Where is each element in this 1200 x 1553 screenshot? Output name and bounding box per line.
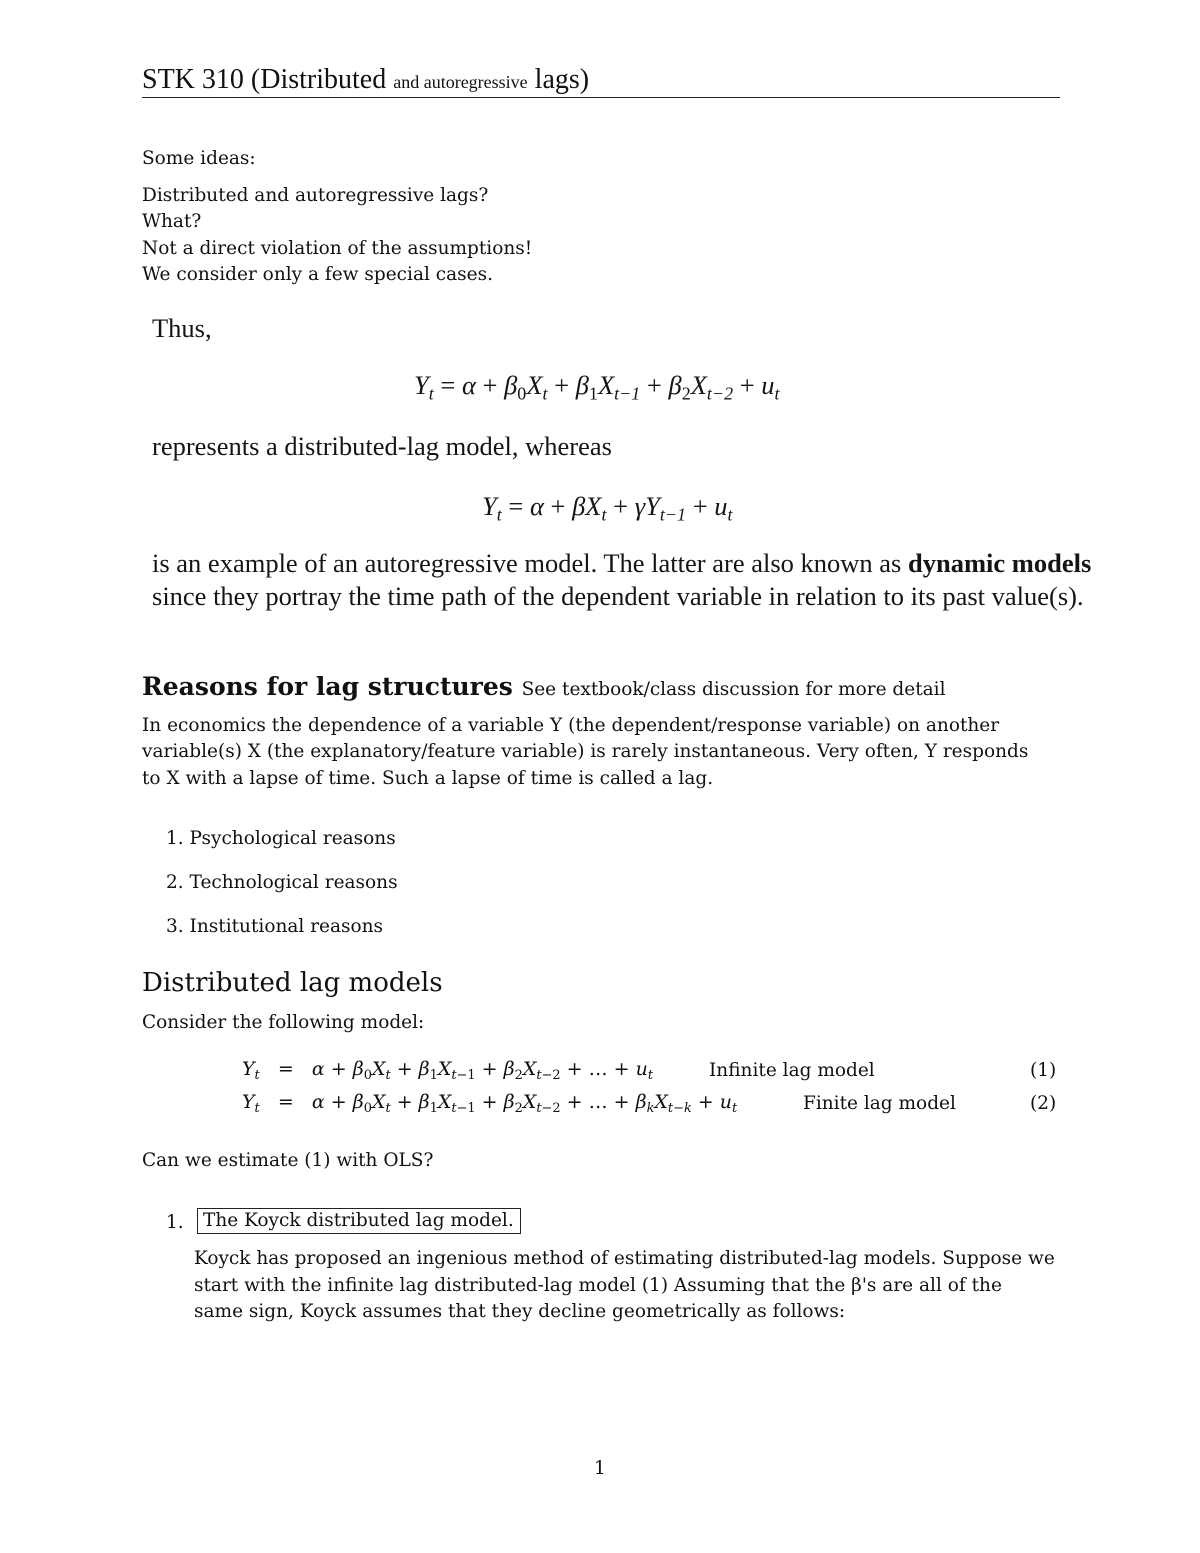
list-text: Psychological reasons (189, 828, 396, 849)
list-item (166, 870, 398, 897)
excerpt-represents: represents a distributed-lag model, whereas (152, 431, 612, 461)
koyck-number: 1. (166, 1212, 184, 1233)
equation-label: Infinite lag model (709, 1060, 875, 1081)
excerpt-bold-term: dynamic models (907, 548, 1092, 578)
equation-infinite-lag: $Y_t = \alpha + \beta_0X_t + \beta_1X_{t-1} + \beta_2X_{t-2}$ + … + $u_t$ (242, 1058, 654, 1083)
koyck-line: same sign, Koyck assumes that they decline geometrically as follows: (194, 1301, 846, 1322)
list-item (166, 914, 383, 941)
section-aside: See textbook/class discussion for more detail (521, 679, 946, 700)
page-number: 1 (594, 1458, 606, 1479)
equation-distributed-lag: $Y_t = \alpha + \beta_0X_t + \beta_1X_{t-1} + \beta_2X_{t-2} + u_t$ (414, 370, 780, 404)
intro-line: Not a direct violation of the assumptions! (142, 238, 533, 259)
reasons-paragraph-line: variable(s) X (the explanatory/feature variable) is rarely instantaneous. Very often, Y responds (142, 741, 1029, 762)
koyck-title-box (197, 1208, 521, 1235)
header-title-b: and autoregressive (393, 72, 528, 92)
header-title-a: STK 310 (Distributed (142, 64, 387, 95)
excerpt-thus: Thus, (152, 313, 212, 343)
header-title-c: lags) (534, 64, 590, 95)
list-number: 3. (166, 916, 184, 937)
equation-finite-lag: $Y_t = \alpha + \beta_0X_t + \beta_1X_{t-1} + \beta_2X_{t-2}$ + … + $\beta_kX_{t-k} + u_t$ (242, 1091, 738, 1116)
section-heading-reasons (142, 672, 946, 701)
intro-lead: Some ideas: (142, 148, 256, 169)
excerpt-example (152, 547, 1091, 580)
section-title: Reasons for lag structures (142, 672, 513, 701)
intro-line: Distributed and autoregressive lags? (142, 185, 489, 206)
reasons-paragraph-line: In economics the dependence of a variable Y (the dependent/response variable) on another (142, 715, 1000, 736)
section-heading-distributed: Distributed lag models (142, 968, 443, 998)
koyck-line: start with the infinite lag distributed-lag model (1) Assuming that the β's are all of the (194, 1275, 1002, 1296)
page-header (142, 64, 589, 96)
list-number: 2. (166, 872, 184, 893)
ols-question: Can we estimate (1) with OLS? (142, 1150, 434, 1171)
excerpt-example-text: is an example of an autoregressive model. The latter are also known as (152, 548, 902, 578)
list-text: Institutional reasons (189, 916, 384, 937)
equation-label: Finite lag model (803, 1093, 956, 1114)
koyck-line: Koyck has proposed an ingenious method of estimating distributed-lag models. Suppose we (194, 1248, 1055, 1269)
koyck-title: The Koyck distributed lag model. (197, 1208, 521, 1234)
intro-line: What? (142, 211, 202, 232)
equation-number: (2) (1030, 1093, 1057, 1114)
intro-line: We consider only a few special cases. (142, 264, 493, 285)
list-text: Technological reasons (189, 872, 398, 893)
list-number: 1. (166, 828, 184, 849)
header-rule (142, 97, 1060, 98)
list-item (166, 826, 396, 853)
excerpt-example-cont: since they portray the time path of the dependent variable in relation to its past value(s). (152, 581, 1084, 611)
equation-number: (1) (1030, 1060, 1057, 1081)
reasons-paragraph-line: to X with a lapse of time. Such a lapse of time is called a lag. (142, 768, 714, 789)
distributed-lead: Consider the following model: (142, 1012, 425, 1033)
equation-autoregressive: $Y_t = \alpha + \beta X_t + \gamma Y_{t-1} + u_t$ (482, 491, 733, 525)
